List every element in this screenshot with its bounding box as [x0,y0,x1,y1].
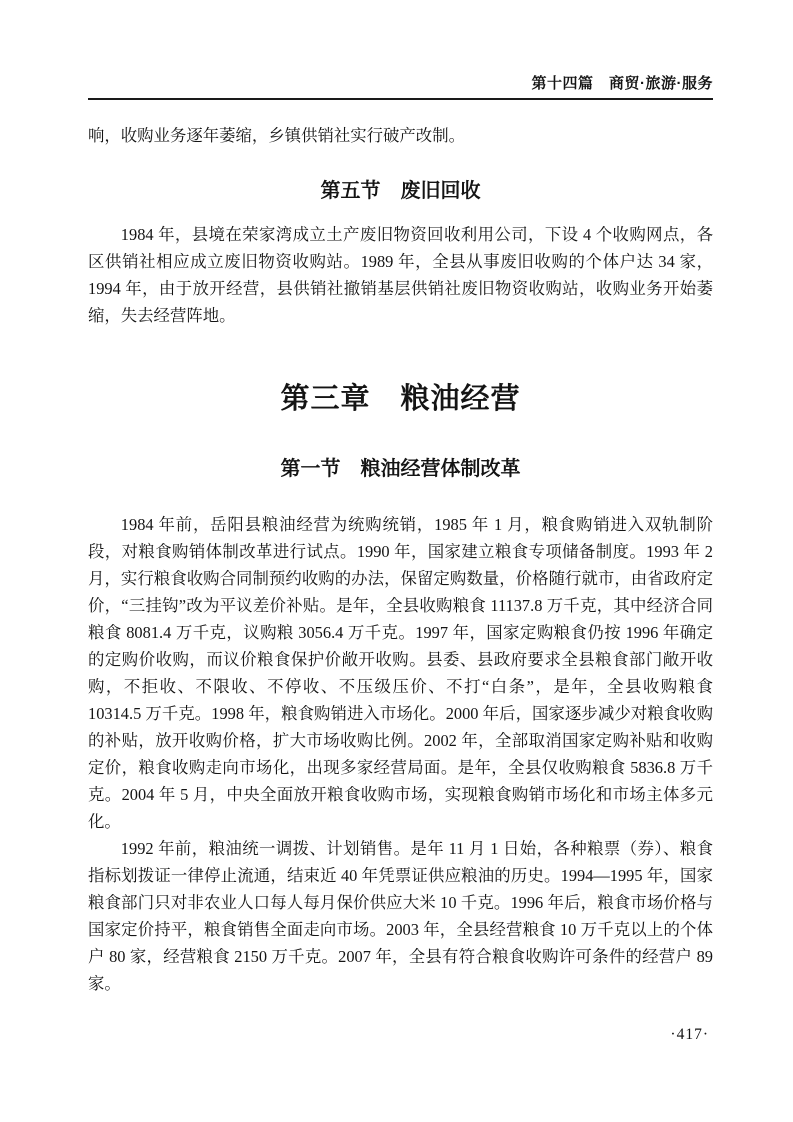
continuation-paragraph: 响，收购业务逐年萎缩，乡镇供销社实行破产改制。 [88,126,465,145]
section-heading-five: 第五节 废旧回收 [320,180,481,202]
section5-paragraph: 1984 年，县境在荣家湾成立土产废旧物资回收利用公司，下设 4 个收购网点，各区供销社相应成立废旧物资收购站。1989 年，全县从事废旧收购的个体户达 34 家，1994 年，由于放开经营，县供销社撤销基层供销社废旧物资收购站，收购业务开始萎缩，失去经营阵地。 [88,225,713,325]
section-heading-one: 第一节 粮油经营体制改革 [280,458,521,480]
section1-paragraph-2: 1992 年前，粮油统一调拨、计划销售。是年 11 月 1 日始，各种粮票（券）、粮食指标划拨证一律停止流通，结束近 40 年凭票证供应粮油的历史。1994—1995 年，国家粮食部门只对非农业人口每人每月保价供应大米 10 千克。1996 年后，粮食市场价格与国家定价持平，粮食销售全面走向市场。2003 年，全县经营粮食 10 万千克以上的个体户 80 家，经营粮食 2150 万千克。2007 年，全县有符合粮食收购许可条件的经营户 89 家。 [88,839,713,993]
running-head-title: 第十四篇 商贸·旅游·服务 [531,75,713,92]
page-header [88,74,713,100]
header-rule [88,98,713,100]
section1-paragraph-1: 1984 年前，岳阳县粮油经营为统购统销，1985 年 1 月，粮食购销进入双轨制阶段，对粮食购销体制改革进行试点。1990 年，国家建立粮食专项储备制度。1993 年 2 月，实行粮食收购合同制预约收购的办法，保留定购数量，价格随行就市，由省政府定价，“三挂钩”改为平议差价补贴。是年，全县收购粮食 11137.8 万千克，其中经济合同粮食 8081.4 万千克，议购粮 3056.4 万千克。1997 年，国家定购粮食仍按 1996 年确定的定购价收购，而议价粮食保护价敞开收购。县委、县政府要求全县粮食部门敞开收购，不拒收、不限收、不停收、不压级压价、不打“白条”，是年，全县收购粮食 10314.5 万千克。1998 年，粮食购销进入市场化。2000 年后，国家逐步减少对粮食收购的补贴，放开收购价格，扩大市场收购比例。2002 年，全部取消国家定购补贴和收购定价，粮食收购走向市场化，出现多家经营局面。是年，全县仅收购粮食 5836.8 万千克。2004 年 5 月，中央全面放开粮食收购市场，实现粮食购销市场化和市场主体多元化。 [88,515,713,831]
chapter-heading: 第三章 粮油经营 [280,383,521,415]
page-number: ·417· [670,1026,709,1043]
